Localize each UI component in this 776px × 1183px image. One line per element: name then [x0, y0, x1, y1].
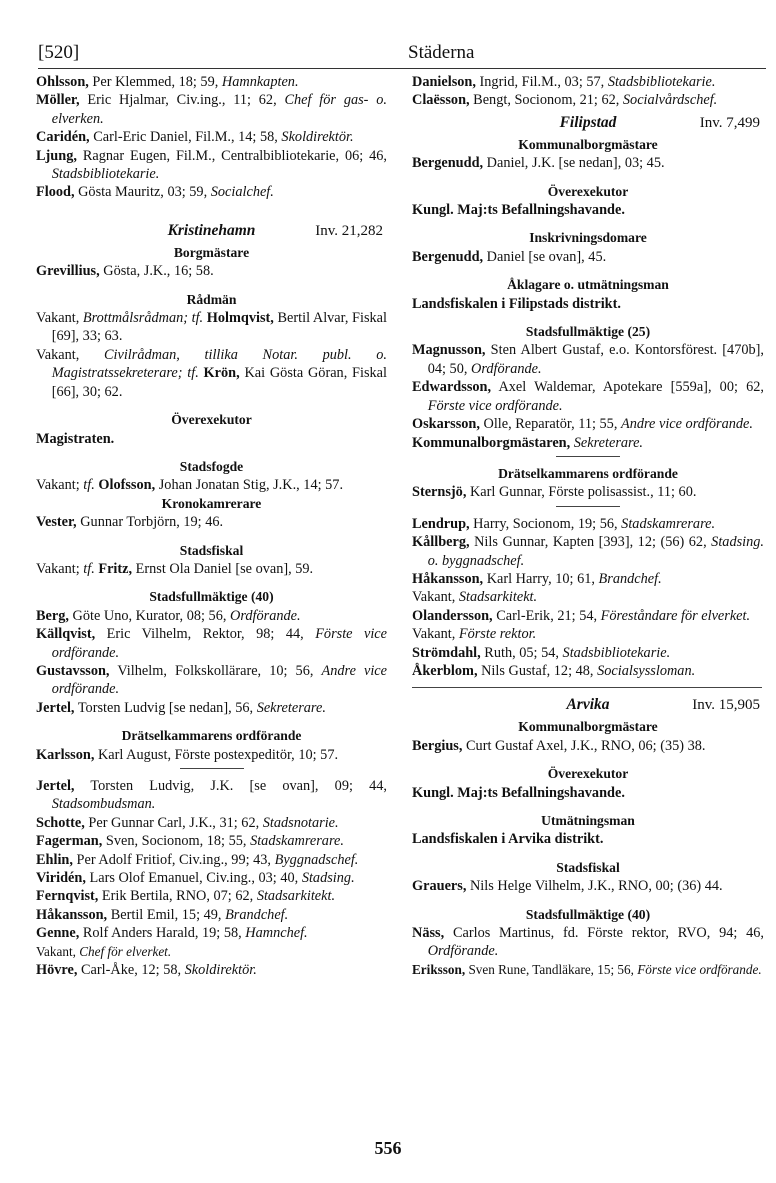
entry: Caridén, Carl-Eric Daniel, Fil.M., 14; 58, Skoldirektör.: [36, 129, 354, 146]
town-name: Arvika: [566, 696, 610, 714]
entry: Vester, Gunnar Torbjörn, 19; 46.: [36, 514, 224, 531]
section-heading: Överexekutor: [171, 412, 252, 428]
section-heading: Stadsfullmäktige (40): [149, 589, 274, 605]
entry: Vakant; tf. Olofsson, Johan Jonatan Stig, J.K., 14; 57.: [36, 477, 344, 494]
entry: Vakant, Civilrådman, tillika Notar. publ. o. Magistratssekreterare; tf. Krön, Kai Gösta Göran, Fiskal [66], 30; 62.: [36, 346, 387, 400]
section-heading: Kommunalborgmästare: [518, 719, 658, 735]
entry: Danielson, Ingrid, Fil.M., 03; 57, Stadsbibliotekarie.: [412, 74, 716, 90]
section-heading: Stadsfiskal: [179, 542, 244, 558]
town-heading-kristinehamn: [36, 222, 387, 244]
header-rule: [38, 68, 766, 69]
entry: Vakant, Stadsarkitekt.: [412, 589, 538, 606]
entry: Grevillius, Gösta, J.K., 16; 58.: [36, 263, 214, 280]
entry: Vakant, Brottmålsrådman; tf. Holmqvist, Bertil Alvar, Fiskal [69], 33; 63.: [36, 310, 387, 345]
entry: Kållberg, Nils Gunnar, Kapten [393], 12; (56) 62, Stadsing. o. byggnadschef.: [412, 534, 764, 569]
right-column: [412, 73, 764, 979]
entry: Källqvist, Eric Vilhelm, Rektor, 98; 44, Förste vice ordförande.: [36, 626, 387, 661]
section-heading: Åklagare o. utmätningsman: [507, 277, 669, 293]
town-population: Inv. 7,499: [699, 114, 760, 131]
entry: Kommunalborgmästaren, Sekreterare.: [412, 434, 643, 451]
section-heading: Överexekutor: [547, 766, 629, 782]
entry: Vakant, Chef för elverket.: [36, 943, 172, 959]
town-heading-arvika: [412, 696, 764, 718]
divider: [412, 687, 762, 688]
entry: Karlsson, Karl August, Förste postexpeditör, 10; 57.: [36, 746, 339, 763]
entry: Hövre, Carl-Åke, 12; 58, Skoldirektör.: [36, 962, 257, 979]
entry: Håkansson, Karl Harry, 10; 61, Brandchef.: [412, 570, 662, 587]
entry: Bergenudd, Daniel [se ovan], 45.: [412, 248, 607, 265]
section-heading: Kronokamrerare: [161, 495, 262, 511]
entry: Viridén, Lars Olof Emanuel, Civ.ing., 03; 40, Stadsing.: [36, 870, 355, 887]
page-reference: [520]: [38, 42, 80, 63]
divider: [180, 768, 244, 769]
entry: Berg, Göte Uno, Kurator, 08; 56, Ordförande.: [36, 607, 301, 624]
entry: Gustavsson, Vilhelm, Folkskollärare, 10; 56, Andre vice ordförande.: [36, 662, 387, 698]
entry: Magnusson, Sten Albert Gustaf, e.o. Kontorsförest. [470b], 04; 50, Ordförande.: [412, 342, 764, 377]
section-heading: Kommunalborgmästare: [518, 136, 658, 152]
entry: Sternsjö, Karl Gunnar, Förste polisassist., 11; 60.: [412, 484, 697, 501]
section-heading: Drätselkammarens ordförande: [498, 465, 678, 481]
entry: Bergenudd, Daniel, J.K. [se nedan], 03; 45.: [412, 155, 665, 172]
entry: Olandersson, Carl-Erik, 21; 54, Föreståndare för elverket.: [412, 607, 751, 624]
entry: Oskarsson, Olle, Reparatör, 11; 55, Andre vice ordförande.: [412, 416, 753, 433]
section-heading: Överexekutor: [547, 183, 629, 199]
entry: Genne, Rolf Anders Harald, 19; 58, Hamnchef.: [36, 925, 308, 942]
entry: Jertel, Torsten Ludvig [se nedan], 56, Sekreterare.: [36, 699, 326, 716]
entry: Schotte, Per Gunnar Carl, J.K., 31; 62, Stadsnotarie.: [36, 814, 339, 831]
entry: Grauers, Nils Helge Vilhelm, J.K., RNO, 00; (36) 44.: [412, 878, 723, 895]
entry: Eriksson, Sven Rune, Tandläkare, 15; 56, Förste vice ordförande.: [412, 961, 762, 977]
section-heading: Stadsfullmäktige (40): [525, 906, 651, 922]
section-heading: Borgmästare: [173, 244, 250, 260]
entry: Kungl. Maj:ts Befallningshavande.: [412, 784, 625, 801]
page-header: [38, 36, 766, 66]
entry: Åkerblom, Nils Gustaf, 12; 48, Socialsyssloman.: [412, 662, 696, 679]
entry: Bergius, Curt Gustaf Axel, J.K., RNO, 06; (35) 38.: [412, 737, 706, 754]
entry: Vakant; tf. Fritz, Ernst Ola Daniel [se ovan], 59.: [36, 560, 314, 577]
entry: Flood, Gösta Mauritz, 03; 59, Socialchef.: [36, 184, 274, 201]
town-name: Filipstad: [559, 113, 617, 131]
town-population: Inv. 15,905: [692, 697, 760, 714]
entry: Fagerman, Sven, Socionom, 18; 55, Stadskamrerare.: [36, 833, 344, 850]
left-column: [36, 73, 387, 979]
town-name: Kristinehamn: [167, 221, 256, 239]
section-heading: Stadsfogde: [179, 458, 244, 474]
entry: Jertel, Torsten Ludvig, J.K. [se ovan], 09; 44, Stadsombudsman.: [36, 778, 387, 813]
entry: Ehlin, Per Adolf Fritiof, Civ.ing., 99; 43, Byggnadschef.: [36, 851, 359, 868]
divider: [556, 456, 620, 457]
entry: Näss, Carlos Martinus, fd. Förste rektor, RVO, 94; 46, Ordförande.: [412, 925, 764, 960]
entry: Kungl. Maj:ts Befallningshavande.: [412, 202, 625, 219]
section-heading: Rådmän: [186, 291, 237, 307]
entry: Ljung, Ragnar Eugen, Fil.M., Centralbibliotekarie, 06; 46, Stadsbibliotekarie.: [36, 147, 387, 183]
town-heading-filipstad: [412, 114, 764, 136]
entry: Landsfiskalen i Arvika distrikt.: [412, 831, 604, 848]
entry: Magistraten.: [36, 430, 115, 447]
entry: Ohlsson, Per Klemmed, 18; 59, Hamnkapten.: [36, 74, 299, 90]
entry: Möller, Eric Hjalmar, Civ.ing., 11; 62, Chef för gas- o. elverken.: [36, 92, 387, 127]
section-heading: Inskrivningsdomare: [529, 230, 647, 246]
entry: Lendrup, Harry, Socionom, 19; 56, Stadskamrerare.: [412, 515, 716, 532]
page-title: Städerna: [408, 42, 475, 63]
section-heading: Drätselkammarens ordförande: [121, 728, 302, 744]
entry: Fernqvist, Erik Bertila, RNO, 07; 62, Stadsarkitekt.: [36, 888, 336, 905]
entry: Håkansson, Bertil Emil, 15; 49, Brandchef.: [36, 906, 289, 923]
entry: Landsfiskalen i Filipstads distrikt.: [412, 295, 621, 312]
entry: Strömdahl, Ruth, 05; 54, Stadsbibliotekarie.: [412, 644, 671, 661]
section-heading: Utmätningsman: [541, 813, 635, 828]
entry: Edwardsson, Axel Waldemar, Apotekare [559a], 00; 62, Förste vice ordförande.: [412, 379, 764, 414]
town-population: Inv. 21,282: [315, 222, 383, 239]
section-heading: Stadsfiskal: [556, 859, 620, 875]
section-heading: Stadsfullmäktige (25): [525, 324, 651, 340]
divider: [556, 506, 620, 507]
entry: Claësson, Bengt, Socionom, 21; 62, Socialvårdschef.: [412, 92, 718, 109]
page-number: 556: [374, 1138, 402, 1158]
entry: Vakant, Förste rektor.: [412, 626, 537, 643]
